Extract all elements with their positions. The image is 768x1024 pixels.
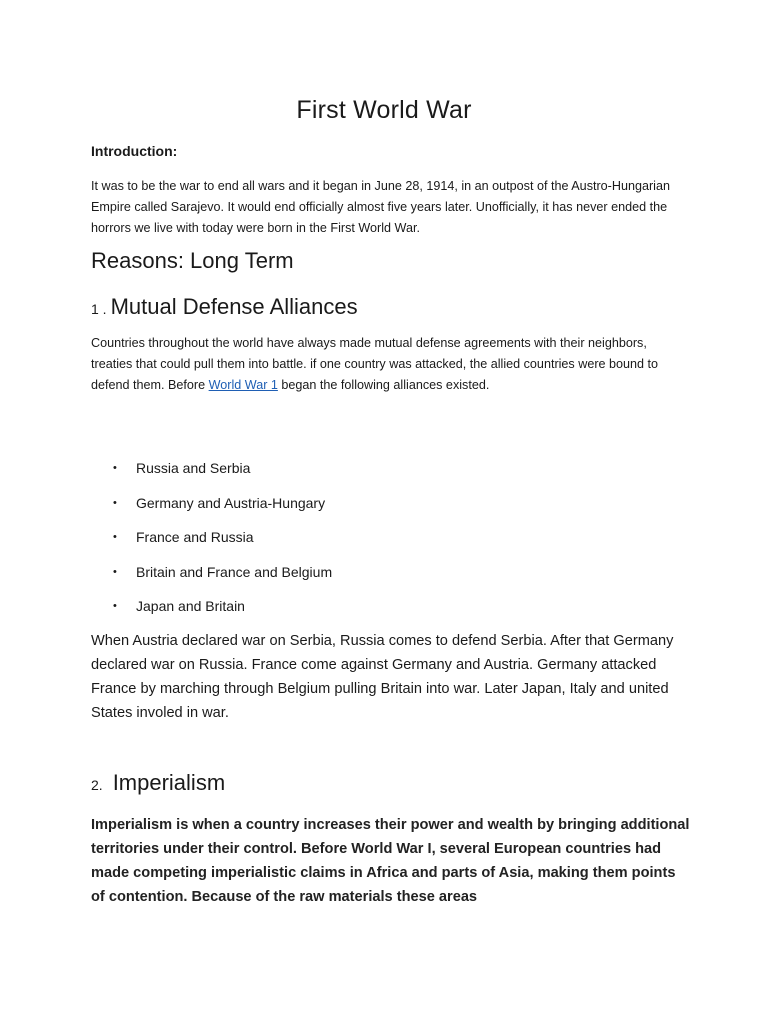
bullet-icon: • [113,531,117,543]
list-item-text: Britain and France and Belgium [136,563,333,580]
list-item [91,560,691,595]
bullet-icon: • [113,462,117,474]
alliances-paragraph [91,333,681,396]
bullet-icon: • [113,565,117,578]
list-item [91,491,691,526]
section-heading-text: Mutual Defense Alliances [110,294,358,319]
list-item-text: Germany and Austria-Hungary [136,494,326,511]
list-item [91,594,691,629]
introduction-label: Introduction: [91,143,178,159]
introduction-paragraph: It was to be the war to end all wars and it began in June 28, 1914, in an outpost of the Austro-Hungarian Empire called Sarajevo. It would end officially almost five years later. Unofficially, it has never ended the horrors we live with today were born in the First World War. [91,179,670,235]
section-heading-mutual-defense [91,294,358,320]
alliances-text-before-link: Countries throughout the world have always made mutual defense agreements with their neighbors, treaties that could pull them into battle. if one country was attacked, the allied countries were bound to defend them. Before [91,336,659,392]
list-item-text: Russia and Serbia [136,460,251,476]
list-item-text: Japan and Britain [136,598,245,614]
list-item [91,456,691,491]
reasons-heading: Reasons: Long Term [91,248,294,273]
section-number: 2. [91,777,103,793]
page-title: First World War [296,96,472,124]
alliances-text-after-link: began the following alliances existed. [277,378,490,392]
war-events-paragraph: When Austria declared war on Serbia, Russia comes to defend Serbia. After that Germany declared war on Russia. France come against Germany and Austria. Germany attacked France by marching through Belgium pulling Britain into war. Later Japan, Italy and united States involed in war. [91,633,674,721]
list-item-text: France and Russia [136,529,254,545]
world-war-1-link[interactable]: World War 1 [208,378,278,392]
section-number: 1 . [91,301,107,317]
alliances-list [91,456,691,629]
section-heading-imperialism [91,770,225,796]
bullet-icon: • [113,600,117,612]
bullet-icon: • [113,496,117,509]
list-item [91,525,691,560]
imperialism-paragraph: Imperialism is when a country increases their power and wealth by bringing additional territories under their control. Before World War I, several European countries had made competing imperialistic claims in Africa and parts of Asia, making them points of contention. Because of the raw materials these areas [91,817,690,905]
section-heading-text: Imperialism [112,770,226,795]
